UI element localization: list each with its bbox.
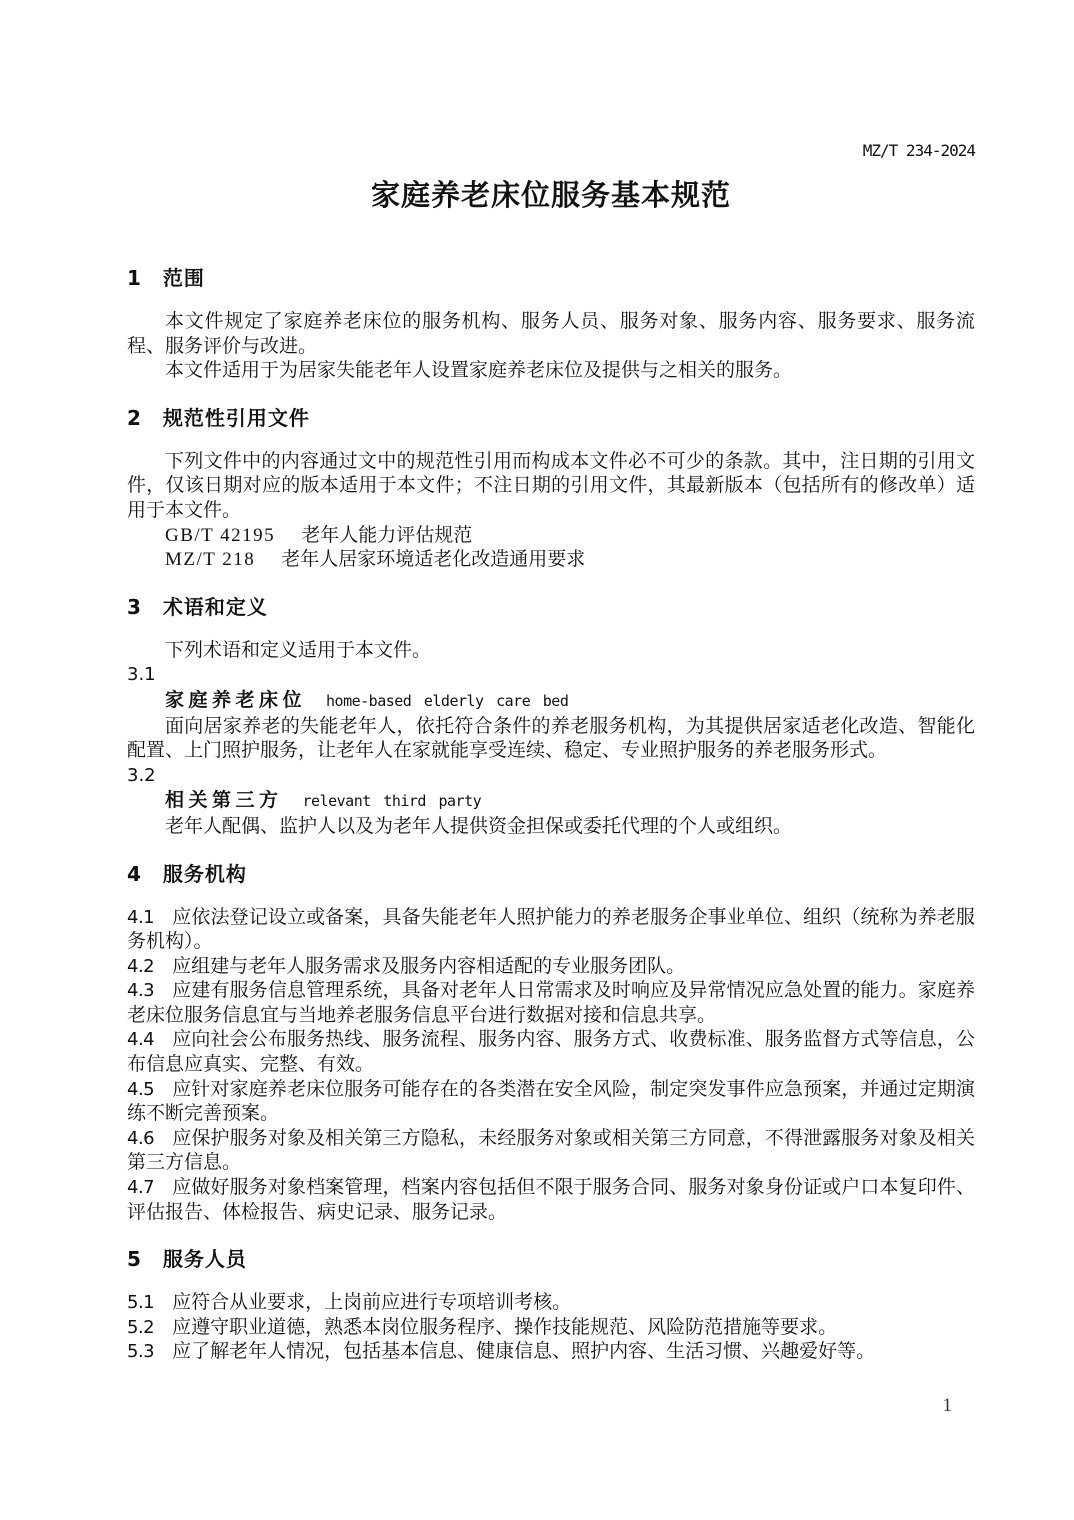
section-service-personnel — [127, 1246, 975, 1365]
term-chinese: 相关第三方 — [165, 789, 283, 812]
reference-entry — [165, 524, 975, 549]
section-number: 5 — [127, 1247, 141, 1272]
clause-number: 4.5 — [127, 1078, 155, 1100]
reference-name: 老年人居家环境适老化改造通用要求 — [281, 549, 586, 571]
page-content — [127, 0, 975, 1365]
clause-number: 4.7 — [127, 1177, 155, 1199]
clause-text: 应建有服务信息管理系统，具备对老年人日常需求及时响应及异常情况应急处置的能力。家庭养老床位服务信息宜与当地养老服务信息平台进行数据对接和信息共享。 — [127, 980, 975, 1026]
term-block — [127, 764, 975, 840]
reference-entry — [165, 548, 975, 573]
clause-number: 5.1 — [127, 1292, 155, 1314]
paragraph: 本文件适用于为居家失能老年人设置家庭养老床位及提供与之相关的服务。 — [165, 360, 793, 382]
reference-code: MZ/T 218 — [165, 549, 256, 571]
clause-text: 应做好服务对象档案管理，档案内容包括但不限于服务合同、服务对象身份证或户口本复印件、评估报告、体检报告、病史记录、服务记录。 — [127, 1177, 975, 1223]
section-title: 范围 — [162, 266, 205, 290]
term-number: 3.2 — [127, 764, 156, 786]
section-scope — [127, 265, 975, 384]
clause-text: 应针对家庭养老床位服务可能存在的各类潜在安全风险，制定突发事件应急预案，并通过定期演练不断完善预案。 — [127, 1078, 975, 1125]
clause — [127, 906, 975, 955]
clause-number: 4.4 — [127, 1029, 155, 1051]
paragraph: 下列文件中的内容通过文中的规范性引用而构成本文件必不可少的条款。其中，注日期的引用文件，仅该日期对应的版本适用于本文件；不注日期的引用文件，其最新版本（包括所有的修改单）适用于本文件。 — [127, 450, 975, 521]
clause — [127, 1340, 975, 1365]
clause-number: 5.2 — [127, 1316, 155, 1338]
section-title: 术语和定义 — [162, 594, 268, 619]
section-heading-4 — [127, 861, 975, 887]
section-title: 规范性引用文件 — [162, 405, 310, 430]
term-definition: 面向居家养老的失能老年人，依托符合条件的养老服务机构，为其提供居家适老化改造、智能化配置、上门照护服务，让老年人在家就能享受连续、稳定、专业照护服务的养老服务形式。 — [127, 715, 975, 762]
section-heading-3 — [127, 594, 975, 620]
clause — [127, 1316, 975, 1341]
reference-code: GB/T 42195 — [165, 524, 276, 546]
terms-intro: 下列术语和定义适用于本文件。 — [165, 639, 432, 661]
section-terms-definitions — [127, 594, 975, 840]
section-heading-2 — [127, 405, 975, 431]
section-heading-1 — [127, 265, 975, 291]
clause — [127, 1127, 975, 1176]
doc-code: MZ/T 234-2024 — [862, 141, 975, 160]
clause-text: 应符合从业要求，上岗前应进行专项培训考核。 — [172, 1292, 572, 1314]
clause — [127, 1078, 975, 1127]
section-number: 2 — [127, 405, 141, 430]
paragraph: 本文件规定了家庭养老床位的服务机构、服务人员、服务对象、服务内容、服务要求、服务流程、服务评价与改进。 — [127, 311, 975, 357]
section-number: 4 — [127, 861, 141, 886]
clause — [127, 955, 975, 980]
reference-name: 老年人能力评估规范 — [301, 524, 473, 546]
term-english: relevant third party — [302, 792, 482, 811]
clause-number: 4.1 — [127, 906, 155, 928]
clause-number: 4.6 — [127, 1127, 155, 1149]
clause — [127, 1291, 975, 1316]
section-service-organization — [127, 861, 975, 1226]
term-line — [165, 788, 975, 815]
clause — [127, 979, 975, 1028]
clause-number: 5.3 — [127, 1341, 155, 1363]
section-title: 服务机构 — [162, 861, 247, 886]
clause-number: 4.2 — [127, 955, 155, 977]
clause-text: 应遵守职业道德，熟悉本岗位服务程序、操作技能规范、风险防范措施等要求。 — [172, 1316, 838, 1338]
term-line — [165, 688, 975, 715]
clause-text: 应依法登记设立或备案，具备失能老年人照护能力的养老服务企事业单位、组织（统称为养老服务机构）。 — [127, 906, 975, 953]
section-heading-5 — [127, 1246, 975, 1272]
term-chinese: 家庭养老床位 — [165, 688, 307, 711]
page-title: 家庭养老床位服务基本规范 — [370, 178, 731, 212]
clause-text: 应组建与老年人服务需求及服务内容相适配的专业服务团队。 — [172, 955, 686, 977]
page-number: 1 — [942, 1395, 952, 1416]
clause — [127, 1176, 975, 1225]
clause-number: 4.3 — [127, 980, 155, 1002]
term-english: home-based elderly care bed — [326, 691, 569, 710]
term-block — [127, 663, 975, 763]
clause — [127, 1028, 975, 1077]
term-definition: 老年人配偶、监护人以及为老年人提供资金担保或委托代理的个人或组织。 — [165, 815, 793, 837]
clause-text: 应向社会公布服务热线、服务流程、服务内容、服务方式、收费标准、服务监督方式等信息，公布信息应真实、完整、有效。 — [127, 1029, 975, 1076]
term-number: 3.1 — [127, 664, 156, 686]
section-number: 3 — [127, 594, 141, 619]
clause-text: 应保护服务对象及相关第三方隐私，未经服务对象或相关第三方同意，不得泄露服务对象及相关第三方信息。 — [127, 1127, 975, 1174]
section-normative-references — [127, 405, 975, 573]
section-title: 服务人员 — [162, 1247, 247, 1272]
section-number: 1 — [127, 266, 141, 290]
clause-text: 应了解老年人情况，包括基本信息、健康信息、照护内容、生活习惯、兴趣爱好等。 — [172, 1341, 876, 1363]
